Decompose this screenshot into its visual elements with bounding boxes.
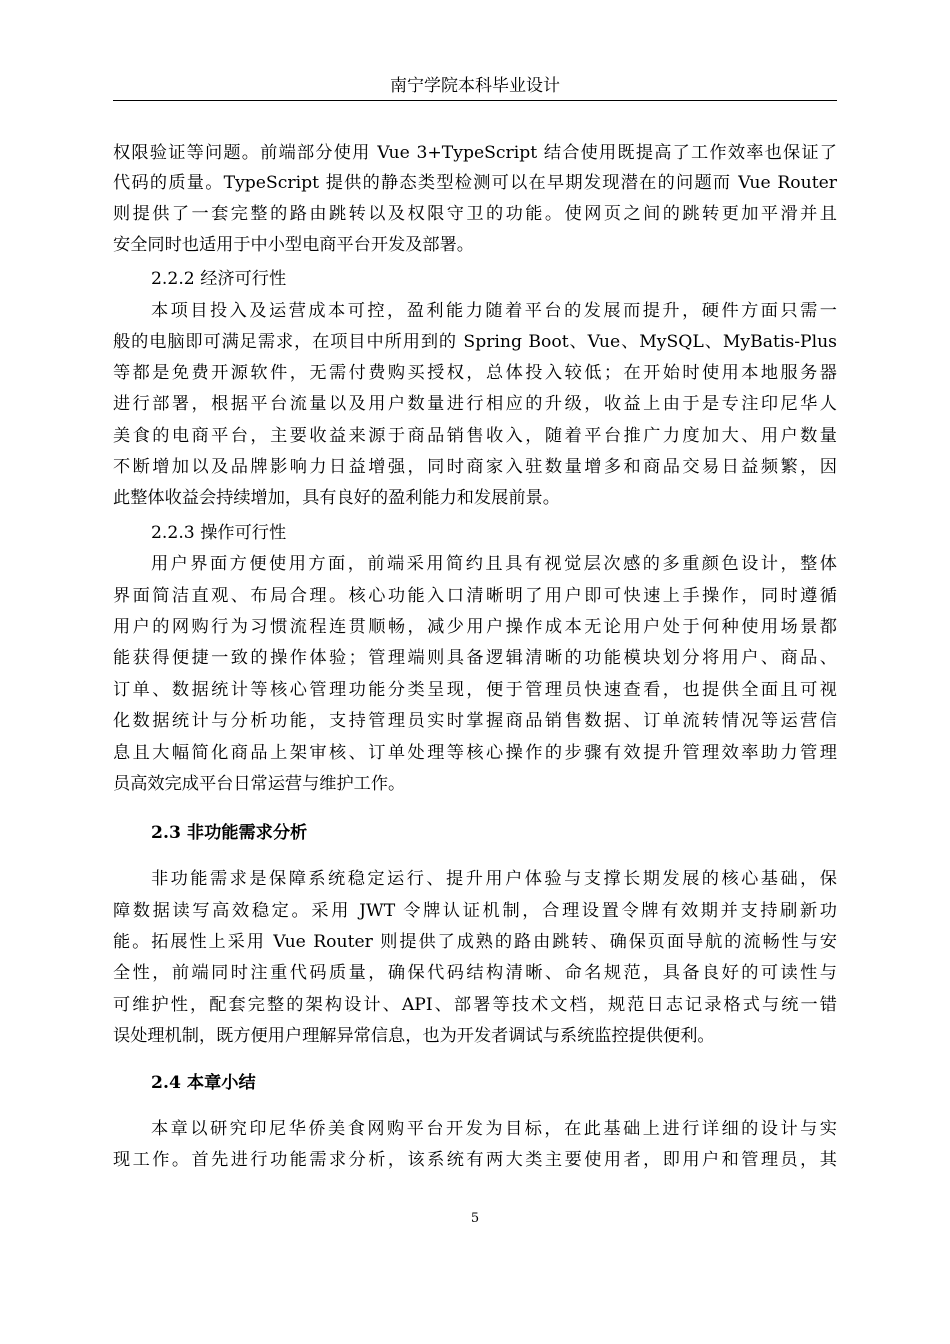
paragraph-line: 进行部署，根据平台流量以及用户数量进行相应的升级，收益上由于是专注印尼华人 — [113, 394, 837, 414]
paragraph-line: 障数据读写高效稳定。采用 JWT 令牌认证机制，合理设置令牌有效期并支持刷新功 — [113, 901, 837, 921]
paragraph-line: 员高效完成平台日常运营与维护工作。 — [113, 774, 406, 794]
paragraph-line: 化数据统计与分析功能，支持管理员实时掌握商品销售数据、订单流转情况等运营信 — [113, 711, 837, 731]
paragraph-line: 本章以研究印尼华侨美食网购平台开发为目标，在此基础上进行详细的设计与实 — [151, 1119, 837, 1139]
paragraph-line: 全性，前端同时注重代码质量，确保代码结构清晰、命名规范，具备良好的可读性与 — [113, 963, 837, 983]
paragraph-line: 此整体收益会持续增加，具有良好的盈利能力和发展前景。 — [113, 488, 560, 508]
section-heading-2-4: 2.4 本章小结 — [151, 1073, 256, 1093]
subsection-heading-2-2-3: 2.2.3 操作可行性 — [151, 523, 287, 543]
paragraph-line: 则提供了一套完整的路由跳转以及权限守卫的功能。使网页之间的跳转更加平滑并且 — [113, 204, 837, 224]
paragraph-line: 代码的质量。TypeScript 提供的静态类型检测可以在早期发现潜在的问题而 Vue Router — [113, 173, 837, 193]
paragraph-line: 能。拓展性上采用 Vue Router 则提供了成熟的路由跳转、确保页面导航的流畅性与安 — [113, 932, 837, 952]
paragraph-line: 订单、数据统计等核心管理功能分类呈现，便于管理员快速查看，也提供全面且可视 — [113, 680, 837, 700]
subsection-heading-2-2-2: 2.2.2 经济可行性 — [151, 269, 287, 289]
paragraph-line: 非功能需求是保障系统稳定运行、提升用户体验与支撑长期发展的核心基础，保 — [151, 869, 837, 889]
section-heading-2-3: 2.3 非功能需求分析 — [151, 823, 308, 843]
paragraph-line: 可维护性，配套完整的架构设计、API、部署等技术文档，规范日志记录格式与统一错 — [113, 995, 837, 1015]
paragraph-line: 用户界面方便使用方面，前端采用简约且具有视觉层次感的多重颜色设计，整体 — [151, 554, 837, 574]
paragraph-line: 本项目投入及运营成本可控，盈利能力随着平台的发展而提升，硬件方面只需一 — [151, 301, 837, 321]
paragraph-line: 安全同时也适用于中小型电商平台开发及部署。 — [113, 235, 474, 255]
paragraph-line: 等都是免费开源软件，无需付费购买授权，总体投入较低；在开始时使用本地服务器 — [113, 363, 837, 383]
paragraph-line: 用户的网购行为习惯流程连贯顺畅，减少用户操作成本无论用户处于何种使用场景都 — [113, 617, 837, 637]
paragraph-line: 界面简洁直观、布局合理。核心功能入口清晰明了用户即可快速上手操作，同时遵循 — [113, 586, 837, 606]
paragraph-line: 息且大幅简化商品上架审核、订单处理等核心操作的步骤有效提升管理效率助力管理 — [113, 743, 837, 763]
paragraph-line: 能获得便捷一致的操作体验；管理端则具备逻辑清晰的功能模块划分将用户、商品、 — [113, 648, 837, 668]
page-number: 5 — [470, 1211, 480, 1226]
header-divider — [113, 100, 837, 101]
paragraph-line: 不断增加以及品牌影响力日益增强，同时商家入驻数量增多和商品交易日益频繁，因 — [113, 457, 837, 477]
paragraph-line: 般的电脑即可满足需求，在项目中所用到的 Spring Boot、Vue、MySQL、MyBatis-Plus — [113, 332, 837, 352]
paragraph-line: 误处理机制，既方便用户理解异常信息，也为开发者调试与系统监控提供便利。 — [113, 1026, 715, 1046]
page-header-title: 南宁学院本科毕业设计 — [390, 76, 560, 96]
paragraph-line: 现工作。首先进行功能需求分析，该系统有两大类主要使用者，即用户和管理员，其 — [113, 1150, 837, 1170]
paragraph-line: 权限验证等问题。前端部分使用 Vue 3+TypeScript 结合使用既提高了工作效率也保证了 — [113, 143, 837, 163]
paragraph-line: 美食的电商平台，主要收益来源于商品销售收入，随着平台推广力度加大、用户数量 — [113, 426, 837, 446]
